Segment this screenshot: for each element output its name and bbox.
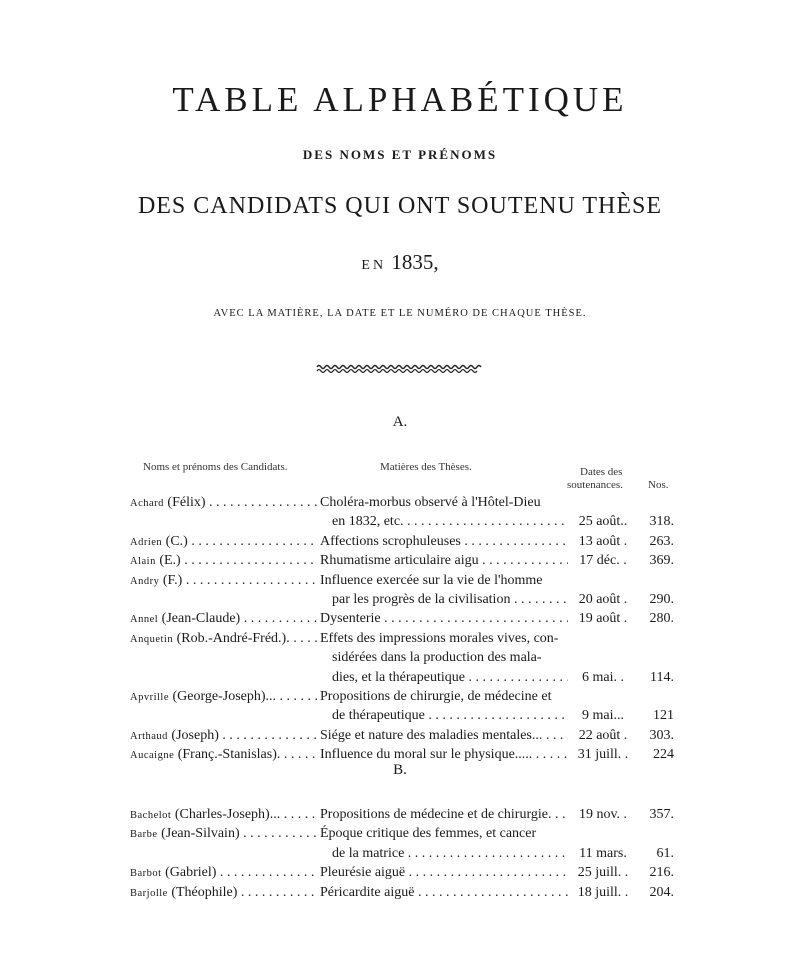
thesis-matter: Dysenterie . . . [320, 609, 568, 629]
candidate-given-name: (Félix) [167, 495, 206, 510]
candidate-name [130, 805, 318, 826]
year-prefix: EN [361, 258, 387, 273]
thesis-matter: Péricardite aiguë . . . [320, 883, 568, 903]
defense-date: 18 juill. . [577, 884, 629, 900]
table-row [0, 551, 800, 571]
defense-date: 22 août . [578, 727, 628, 743]
table-row [0, 609, 800, 629]
candidate-given-name: (Rob.-André-Fréd.). [176, 630, 290, 646]
year-value: 1835, [391, 250, 439, 274]
table-row-continuation [0, 512, 800, 532]
column-header-number: Nos. [648, 479, 669, 491]
candidate-given-name: (Théophile) [171, 884, 238, 900]
table-row-continuation [0, 590, 800, 610]
thesis-matter: Influence du moral sur le physique..... . . . [320, 745, 568, 765]
candidate-surname: Arthaud [130, 730, 168, 742]
thesis-matter: dies, et la thérapeutique . . . [332, 668, 568, 688]
thesis-matter: Effets des impressions morales vives, con- [320, 630, 559, 646]
candidate-name [130, 609, 318, 630]
defense-date: 31 juill. . [577, 747, 629, 763]
subtitle-names: DES NOMS ET PRÉNOMS [302, 147, 498, 162]
thesis-number: 303. [649, 727, 674, 743]
table-row [0, 532, 800, 552]
thesis-number: 369. [649, 553, 674, 569]
thesis-number: 216. [649, 865, 674, 881]
thesis-number: 224 [653, 747, 674, 763]
table-row [0, 629, 800, 649]
thesis-matter: sidérées dans la production des mala- [332, 650, 542, 666]
candidate-name [130, 571, 318, 592]
thesis-number: 114. [650, 669, 674, 685]
candidate-surname: Barbe [130, 829, 158, 841]
candidate-surname: Andry [130, 575, 160, 587]
candidate-name [130, 629, 318, 650]
defense-date: 20 août . [578, 592, 628, 607]
defense-date: 11 mars. [579, 845, 627, 861]
thesis-matter: en 1832, etc. . . . [332, 512, 568, 532]
column-header-dates-1: Dates des [580, 466, 623, 478]
defense-date: 6 mai. . [582, 669, 624, 685]
column-header-dates-2: soutenances. [567, 479, 623, 491]
thesis-matter: de la matrice . . . [332, 844, 568, 864]
candidate-surname: Apvrille [130, 692, 169, 703]
thesis-matter: de thérapeutique . . . [332, 706, 568, 726]
thesis-matter: Rhumatisme articulaire aigu . . . [320, 551, 568, 571]
thesis-matter: Choléra-morbus observé à l'Hôtel-Dieu [320, 495, 541, 510]
candidate-surname: Anquetin [130, 633, 174, 645]
thesis-number: 204. [649, 884, 674, 900]
section-letter-b: B. [393, 762, 407, 778]
thesis-number: 280. [649, 611, 674, 627]
table-row-continuation [0, 844, 800, 864]
defense-date: 19 août . [578, 611, 628, 627]
candidate-given-name: (Jean-Claude) [161, 611, 241, 627]
candidate-surname: Bachelot [130, 810, 172, 821]
candidate-name [130, 493, 318, 514]
thesis-number: 357. [649, 807, 674, 822]
candidate-name [130, 726, 318, 747]
table-row-continuation [0, 668, 800, 688]
thesis-number: 263. [649, 533, 674, 549]
defense-date: 19 nov. . [578, 807, 628, 822]
wavy-rule-ornament-icon [315, 363, 483, 375]
thesis-matter: Affections scrophuleuses . . . [320, 532, 568, 552]
candidate-name [130, 532, 318, 553]
candidate-surname: Achard [130, 498, 164, 509]
candidate-given-name: (Charles-Joseph)... [174, 807, 281, 822]
table-row [0, 863, 800, 883]
page-title: TABLE ALPHABÉTIQUE [172, 80, 628, 119]
table-row [0, 824, 800, 844]
candidate-given-name: (E.) [159, 553, 181, 569]
candidate-name [130, 551, 318, 572]
defense-date: 9 mai... [582, 708, 624, 724]
defense-date: 17 déc. . [579, 553, 627, 569]
candidate-given-name: (Jean-Silvain) [161, 826, 240, 842]
candidate-surname: Alain [130, 556, 156, 568]
thesis-matter: Propositions de chirurgie, de médecine et [320, 689, 552, 704]
defense-date: 13 août . [578, 533, 628, 549]
table-row-continuation [0, 648, 800, 668]
thesis-matter: Propositions de médecine et de chirurgie. . . . [320, 805, 568, 825]
defense-date: 25 août.. [578, 514, 628, 530]
column-header-matters: Matières des Thèses. [380, 461, 472, 473]
candidate-name [130, 687, 318, 708]
candidate-given-name: (Franç.-Stanislas). [177, 747, 281, 763]
thesis-matter: Siége et nature des maladies mentales... . . . [320, 726, 568, 746]
subtitle-details: AVEC LA MATIÈRE, LA DATE ET LE NUMÉRO DE CHAQUE THÈSE. [213, 308, 587, 319]
candidate-given-name: (Joseph) [171, 727, 219, 743]
candidate-surname: Adrien [130, 536, 163, 548]
table-row [0, 883, 800, 903]
table-row [0, 571, 800, 591]
candidate-surname: Annel [130, 614, 159, 626]
section-letter-a: A. [392, 414, 408, 430]
thesis-matter: Pleurésie aiguë . . . [320, 863, 568, 883]
thesis-matter: Influence exercée sur la vie de l'homme [320, 572, 543, 588]
table-row [0, 687, 800, 707]
thesis-number: 318. [649, 514, 674, 530]
thesis-number: 61. [656, 845, 674, 861]
defense-date: 25 juill. . [577, 865, 629, 881]
table-row [0, 493, 800, 513]
thesis-number: 121 [653, 708, 674, 724]
candidate-surname: Aucaigne [130, 750, 175, 762]
candidate-name [130, 863, 318, 884]
column-header-names: Noms et prénoms des Candidats. [143, 461, 288, 473]
candidate-given-name: (Gabriel) [165, 865, 217, 881]
thesis-matter: par les progrès de la civilisation . . . [332, 590, 568, 610]
year-line [0, 250, 800, 275]
thesis-number: 290. [649, 592, 674, 607]
subtitle-candidates: DES CANDIDATS QUI ONT SOUTENU THÈSE [137, 193, 663, 219]
candidate-surname: Barjolle [130, 887, 168, 899]
candidate-given-name: (George-Joseph)... [172, 689, 277, 704]
table-row-continuation [0, 706, 800, 726]
table-row [0, 805, 800, 825]
candidate-name [130, 883, 318, 904]
candidate-name [130, 824, 318, 845]
candidate-surname: Barbot [130, 868, 162, 880]
table-row [0, 726, 800, 746]
candidate-given-name: (C.) [165, 533, 188, 549]
thesis-matter: Époque critique des femmes, et cancer [320, 826, 537, 842]
candidate-given-name: (F.) [162, 572, 183, 588]
